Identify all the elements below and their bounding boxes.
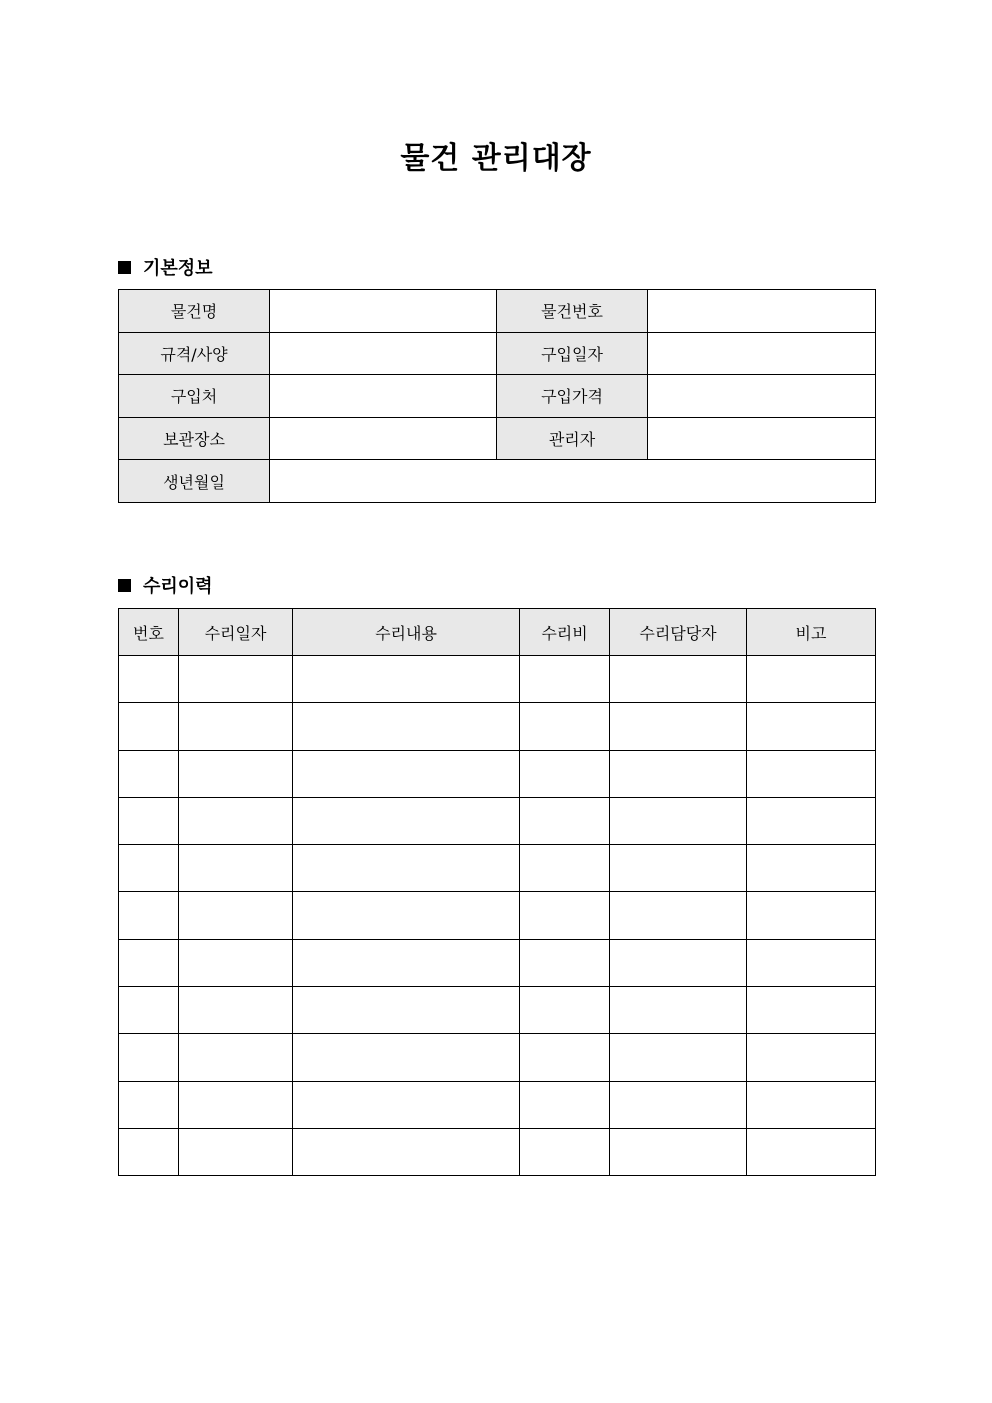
repair-cost-cell[interactable] [520, 656, 610, 703]
vendor-field[interactable] [270, 375, 497, 418]
item-number-field[interactable] [648, 290, 876, 333]
basic-info-heading [118, 254, 213, 280]
repair-person-cell[interactable] [610, 987, 747, 1034]
remarks-cell[interactable] [747, 750, 876, 797]
item-number-label: 물건번호 [497, 290, 648, 333]
table-row [119, 703, 876, 750]
repair-details-cell[interactable] [293, 939, 520, 986]
repair-person-cell[interactable] [610, 703, 747, 750]
remarks-cell[interactable] [747, 892, 876, 939]
number-cell[interactable] [119, 1081, 179, 1128]
page-title: 물건 관리대장 [400, 141, 592, 176]
table-row [119, 1081, 876, 1128]
spec-label: 규격/사양 [119, 332, 270, 375]
purchase-date-label: 구입일자 [497, 332, 648, 375]
repair-cost-cell[interactable] [520, 1128, 610, 1175]
spec-field[interactable] [270, 332, 497, 375]
repair-details-cell[interactable] [293, 1034, 520, 1081]
repair-person-cell[interactable] [610, 845, 747, 892]
birth-date-label: 생년월일 [119, 460, 270, 503]
column-header-repair-cost: 수리비 [520, 609, 610, 656]
purchase-price-field[interactable] [648, 375, 876, 418]
manager-label: 관리자 [497, 417, 648, 460]
repair-date-cell[interactable] [179, 1081, 293, 1128]
repair-person-cell[interactable] [610, 750, 747, 797]
table-row [119, 460, 876, 503]
item-name-field[interactable] [270, 290, 497, 333]
repair-date-cell[interactable] [179, 987, 293, 1034]
column-header-number: 번호 [119, 609, 179, 656]
table-header-row [119, 609, 876, 656]
repair-person-cell[interactable] [610, 656, 747, 703]
table-row [119, 656, 876, 703]
table-row [119, 750, 876, 797]
repair-details-cell[interactable] [293, 656, 520, 703]
repair-person-cell[interactable] [610, 797, 747, 844]
number-cell[interactable] [119, 987, 179, 1034]
repair-person-cell[interactable] [610, 1128, 747, 1175]
repair-date-cell[interactable] [179, 656, 293, 703]
item-name-label: 물건명 [119, 290, 270, 333]
remarks-cell[interactable] [747, 656, 876, 703]
table-row [119, 332, 876, 375]
number-cell[interactable] [119, 1128, 179, 1175]
repair-date-cell[interactable] [179, 797, 293, 844]
repair-date-cell[interactable] [179, 845, 293, 892]
table-row [119, 1034, 876, 1081]
repair-details-cell[interactable] [293, 703, 520, 750]
purchase-price-label: 구입가격 [497, 375, 648, 418]
remarks-cell[interactable] [747, 1128, 876, 1175]
column-header-repair-details: 수리내용 [293, 609, 520, 656]
manager-field[interactable] [648, 417, 876, 460]
purchase-date-field[interactable] [648, 332, 876, 375]
basic-info-heading-text: 기본정보 [143, 258, 213, 279]
repair-cost-cell[interactable] [520, 1081, 610, 1128]
repair-date-cell[interactable] [179, 1128, 293, 1175]
number-cell[interactable] [119, 845, 179, 892]
repair-date-cell[interactable] [179, 703, 293, 750]
number-cell[interactable] [119, 939, 179, 986]
repair-person-cell[interactable] [610, 1081, 747, 1128]
table-row [119, 845, 876, 892]
repair-person-cell[interactable] [610, 892, 747, 939]
repair-history-heading [118, 572, 213, 598]
table-row [119, 375, 876, 418]
number-cell[interactable] [119, 797, 179, 844]
remarks-cell[interactable] [747, 797, 876, 844]
table-row [119, 1128, 876, 1175]
number-cell[interactable] [119, 892, 179, 939]
repair-cost-cell[interactable] [520, 939, 610, 986]
square-bullet-icon [118, 261, 131, 274]
table-row [119, 987, 876, 1034]
table-row [119, 939, 876, 986]
repair-history-table [118, 608, 876, 1176]
repair-cost-cell[interactable] [520, 1034, 610, 1081]
repair-details-cell[interactable] [293, 1081, 520, 1128]
repair-details-cell[interactable] [293, 797, 520, 844]
repair-cost-cell[interactable] [520, 987, 610, 1034]
repair-cost-cell[interactable] [520, 892, 610, 939]
remarks-cell[interactable] [747, 845, 876, 892]
repair-date-cell[interactable] [179, 939, 293, 986]
repair-date-cell[interactable] [179, 892, 293, 939]
vendor-label: 구입처 [119, 375, 270, 418]
number-cell[interactable] [119, 750, 179, 797]
repair-cost-cell[interactable] [520, 845, 610, 892]
repair-person-cell[interactable] [610, 1034, 747, 1081]
number-cell[interactable] [119, 1034, 179, 1081]
column-header-repair-person: 수리담당자 [610, 609, 747, 656]
square-bullet-icon [118, 579, 131, 592]
remarks-cell[interactable] [747, 939, 876, 986]
repair-details-cell[interactable] [293, 987, 520, 1034]
remarks-cell[interactable] [747, 1081, 876, 1128]
repair-details-cell[interactable] [293, 845, 520, 892]
basic-info-table [118, 289, 876, 503]
repair-person-cell[interactable] [610, 939, 747, 986]
repair-history-heading-text: 수리이력 [143, 576, 213, 597]
remarks-cell[interactable] [747, 703, 876, 750]
table-row [119, 892, 876, 939]
column-header-repair-date: 수리일자 [179, 609, 293, 656]
repair-cost-cell[interactable] [520, 750, 610, 797]
repair-date-cell[interactable] [179, 1034, 293, 1081]
table-row [119, 797, 876, 844]
repair-cost-cell[interactable] [520, 703, 610, 750]
column-header-remarks: 비고 [747, 609, 876, 656]
storage-location-field[interactable] [270, 417, 497, 460]
number-cell[interactable] [119, 656, 179, 703]
repair-details-cell[interactable] [293, 1128, 520, 1175]
birth-date-field[interactable] [270, 460, 876, 503]
remarks-cell[interactable] [747, 987, 876, 1034]
repair-cost-cell[interactable] [520, 797, 610, 844]
repair-details-cell[interactable] [293, 892, 520, 939]
remarks-cell[interactable] [747, 1034, 876, 1081]
table-row [119, 290, 876, 333]
number-cell[interactable] [119, 703, 179, 750]
storage-location-label: 보관장소 [119, 417, 270, 460]
repair-details-cell[interactable] [293, 750, 520, 797]
repair-date-cell[interactable] [179, 750, 293, 797]
table-row [119, 417, 876, 460]
